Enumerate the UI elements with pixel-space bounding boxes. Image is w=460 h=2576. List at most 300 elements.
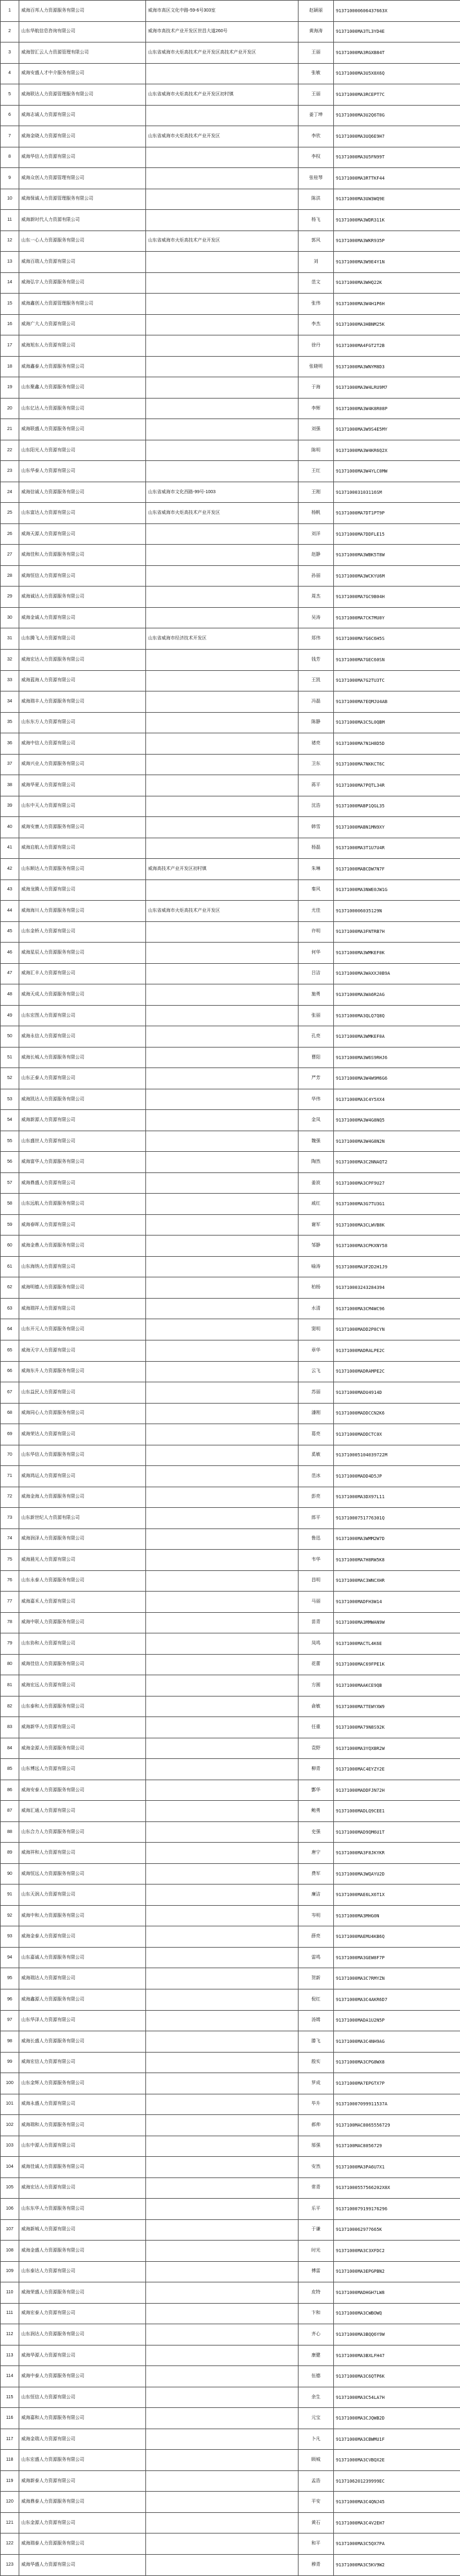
row-number: 52 <box>1 1068 19 1089</box>
company-name: 威海鑫泰人力资源服务有限公司 <box>19 356 146 377</box>
table-row <box>1 775 460 796</box>
table-row <box>1 2282 460 2304</box>
company-address <box>146 1968 299 1989</box>
company-name: 威海荣盛人力资源服务有限公司 <box>19 2282 146 2304</box>
company-address <box>146 607 299 628</box>
legal-representative: 罗成 <box>299 2073 334 2094</box>
credit-code: 91371000MA3NWE0JW1G <box>334 879 460 901</box>
company-name: 威海金源人力资源服务有限公司 <box>19 1738 146 1759</box>
legal-representative: 何华 <box>299 943 334 964</box>
row-number: 6 <box>1 105 19 126</box>
company-name: 威海蓝海人力资源有限公司 <box>19 670 146 691</box>
company-address <box>146 921 299 943</box>
company-name: 山东聚鑫人力资源服务有限公司 <box>19 377 146 399</box>
table-row <box>1 1005 460 1026</box>
credit-code: 9137100MAC8065556729 <box>334 2115 460 2136</box>
legal-representative: 俞敏 <box>299 1696 334 1717</box>
company-name: 山东亿达人力资源服务有限公司 <box>19 398 146 419</box>
legal-representative: 乐平 <box>299 2199 334 2220</box>
company-name: 山东盛世人力资源有限公司 <box>19 1131 146 1152</box>
legal-representative: 马丽 <box>299 1592 334 1613</box>
credit-code: 91371000MAC4EYZY2E <box>334 1759 460 1780</box>
legal-representative: 钱芳 <box>299 649 334 670</box>
legal-representative: 邬强 <box>299 2136 334 2157</box>
company-address <box>146 147 299 168</box>
legal-representative: 姜波 <box>299 1172 334 1194</box>
row-number: 42 <box>1 859 19 880</box>
table-row <box>1 294 460 315</box>
company-name: 山东一心人力资源服务有限公司 <box>19 230 146 252</box>
row-number: 20 <box>1 398 19 419</box>
company-address <box>146 1236 299 1257</box>
legal-representative: 郑伟 <box>299 628 334 650</box>
row-number: 68 <box>1 1403 19 1424</box>
table-row <box>1 1131 460 1152</box>
company-name: 威海金鼎人力资源服务有限公司 <box>19 1236 146 1257</box>
company-name: 山东润达人力资源服务有限公司 <box>19 2324 146 2346</box>
legal-representative: 陈静 <box>299 712 334 733</box>
company-name: 山东东方人力资源有限公司 <box>19 712 146 733</box>
company-address <box>146 377 299 399</box>
company-address <box>146 2282 299 2304</box>
table-row <box>1 1947 460 1968</box>
company-address <box>146 2094 299 2115</box>
legal-representative: 秦风 <box>299 879 334 901</box>
table-row <box>1 901 460 922</box>
credit-code: 91371000MACTL4K6E <box>334 1633 460 1655</box>
row-number: 27 <box>1 545 19 566</box>
table-row <box>1 921 460 943</box>
legal-representative: 黄海涛 <box>299 21 334 42</box>
table-row <box>1 252 460 273</box>
table-row <box>1 1612 460 1633</box>
row-number: 120 <box>1 2492 19 2513</box>
credit-code: 91371000MA7GC9B04H <box>334 587 460 608</box>
credit-code: 91371000MA3BQQ6Y9W <box>334 2324 460 2346</box>
legal-representative: 徐丹 <box>299 335 334 357</box>
row-number: 51 <box>1 1047 19 1068</box>
table-row <box>1 2010 460 2031</box>
row-number: 3 <box>1 42 19 64</box>
company-address <box>146 1905 299 1926</box>
credit-code: 9137106201239999EC <box>334 2470 460 2492</box>
table-row <box>1 1570 460 1592</box>
credit-code: 91371000MA3HBNM25K <box>334 314 460 335</box>
table-row <box>1 2031 460 2053</box>
row-number: 99 <box>1 2052 19 2073</box>
credit-code: 91371000MA3C54LA7H <box>334 2387 460 2408</box>
legal-representative: 范冰 <box>299 1466 334 1487</box>
company-name: 山东益民人力资源有限公司 <box>19 1382 146 1404</box>
legal-representative: 穆青 <box>299 2554 334 2575</box>
legal-representative: 孟浩 <box>299 2470 334 2492</box>
row-number: 83 <box>1 1717 19 1738</box>
company-name: 威海天成人力资源服务有限公司 <box>19 984 146 1006</box>
company-address <box>146 1863 299 1885</box>
row-number: 112 <box>1 2324 19 2346</box>
legal-representative: 任重 <box>299 1717 334 1738</box>
legal-representative: 王丽 <box>299 42 334 64</box>
legal-representative: 赵静 <box>299 545 334 566</box>
row-number: 100 <box>1 2073 19 2094</box>
company-address <box>146 1550 299 1571</box>
credit-code: 91371000MA3W4G8N2N <box>334 1131 460 1152</box>
credit-code: 91371000MA3QLQ7Q8Q <box>334 1005 460 1026</box>
company-name: 威海永信人力资源有限公司 <box>19 1026 146 1048</box>
row-number: 38 <box>1 775 19 796</box>
legal-representative: 苏丽 <box>299 1382 334 1404</box>
company-name: 威海中信人力资源有限公司 <box>19 733 146 755</box>
company-address <box>146 105 299 126</box>
company-address <box>146 2073 299 2094</box>
table-row <box>1 1528 460 1550</box>
row-number: 23 <box>1 461 19 482</box>
legal-representative: 张伟 <box>299 294 334 315</box>
row-number: 60 <box>1 1236 19 1257</box>
table-row <box>1 2094 460 2115</box>
company-name: 威海华盛人力资源有限公司 <box>19 2554 146 2575</box>
row-number: 48 <box>1 984 19 1006</box>
legal-representative: 于谦 <box>299 2219 334 2241</box>
legal-representative: 昌明 <box>299 1570 334 1592</box>
company-name: 威海华源人力资源有限公司 <box>19 2345 146 2366</box>
company-name: 威海鑫创人力资源管理服务有限公司 <box>19 294 146 315</box>
table-row <box>1 2554 460 2575</box>
company-name: 威海安泰人力资源服务有限公司 <box>19 1780 146 1801</box>
company-name: 威海诚达人力资源服务有限公司 <box>19 587 146 608</box>
row-number: 9 <box>1 168 19 189</box>
table-row <box>1 1466 460 1487</box>
credit-code: 91371000MA7G2TU3TC <box>334 670 460 691</box>
company-name: 威海金泰人力资源有限公司 <box>19 1926 146 1948</box>
row-number: 5 <box>1 84 19 106</box>
credit-code: 91371000MA3W4YLC0MW <box>334 461 460 482</box>
legal-representative: 和平 <box>299 2534 334 2555</box>
table-row <box>1 2429 460 2450</box>
credit-code: 91371000MA3CBWMU1F <box>334 2429 460 2450</box>
row-number: 106 <box>1 2199 19 2220</box>
row-number: 89 <box>1 1843 19 1864</box>
row-number: 17 <box>1 335 19 357</box>
company-address <box>146 335 299 357</box>
legal-representative: 王丽 <box>299 84 334 106</box>
company-name: 山东泰和人力资源服务有限公司 <box>19 1696 146 1717</box>
credit-code: 91371000MA3W4W9M6G6 <box>334 1068 460 1089</box>
company-address <box>146 2324 299 2346</box>
company-name: 山东顺达人力资源服务有限公司 <box>19 859 146 880</box>
credit-code: 91371000MA3WA6R2AG <box>334 984 460 1006</box>
credit-code: 91371000MA3G7TU3G1 <box>334 1194 460 1215</box>
table-row <box>1 2387 460 2408</box>
company-address <box>146 2199 299 2220</box>
company-name: 山东博远人力资源有限公司 <box>19 1759 146 1780</box>
credit-code: 91371000MA3WCKYU6M <box>334 565 460 587</box>
company-address <box>146 1487 299 1508</box>
row-number: 28 <box>1 565 19 587</box>
credit-code: 91371000MA3F2D2H1J9 <box>334 1256 460 1277</box>
company-address <box>146 210 299 231</box>
company-name: 山东恒信人力资源有限公司 <box>19 2387 146 2408</box>
company-name: 威海众创人力资源管理有限公司 <box>19 168 146 189</box>
company-name: 山东东华人力资源服务有限公司 <box>19 2199 146 2220</box>
legal-representative: 孔亮 <box>299 1026 334 1048</box>
company-address <box>146 1403 299 1424</box>
legal-representative: 喻涛 <box>299 1256 334 1277</box>
legal-representative: 张敏 <box>299 63 334 84</box>
legal-representative: 韩雪 <box>299 817 334 838</box>
company-name: 威海中联人力资源服务有限公司 <box>19 1612 146 1633</box>
legal-representative: 李杰 <box>299 314 334 335</box>
table-row <box>1 1047 460 1068</box>
company-name: 威海天宇人力资源有限公司 <box>19 1340 146 1362</box>
table-row <box>1 1319 460 1340</box>
company-address <box>146 2261 299 2282</box>
row-number: 40 <box>1 817 19 838</box>
legal-representative: 郭风 <box>299 230 334 252</box>
table-row <box>1 2219 460 2241</box>
table-row <box>1 1 460 22</box>
legal-representative: 王刚 <box>299 482 334 503</box>
row-number: 53 <box>1 1089 19 1110</box>
company-address: 山东省威海市火炬高技术产业开发区高技术产业开发区 <box>146 42 299 64</box>
row-number: 92 <box>1 1905 19 1926</box>
credit-code: 91371000MADRAMPE2C <box>334 1361 460 1382</box>
company-name: 威海晨光人力资源有限公司 <box>19 1550 146 1571</box>
company-address <box>146 440 299 461</box>
company-address <box>146 670 299 691</box>
company-name: 威海润泽人力资源服务有限公司 <box>19 1528 146 1550</box>
row-number: 111 <box>1 2303 19 2324</box>
credit-code: 91371000MA3EPGPBN2 <box>334 2261 460 2282</box>
company-name: 威海信诚人力资源服务有限公司 <box>19 482 146 503</box>
credit-code: 91371000MADDFJN72H <box>334 1780 460 1801</box>
legal-representative: 姜丁坤 <box>299 105 334 126</box>
company-name: 山东阳光人力资源有限公司 <box>19 440 146 461</box>
company-address <box>146 2366 299 2387</box>
company-name: 威海瑞祥人力资源有限公司 <box>19 1298 146 1319</box>
company-name: 山东腾飞人力资源有限公司 <box>19 628 146 650</box>
table-row <box>1 817 460 838</box>
company-address <box>146 565 299 587</box>
row-number: 18 <box>1 356 19 377</box>
company-name: 威海百瑞人力资源有限公司 <box>19 252 146 273</box>
table-row <box>1 796 460 817</box>
row-number: 65 <box>1 1340 19 1362</box>
table-row <box>1 1633 460 1655</box>
legal-representative: 陈明 <box>299 440 334 461</box>
company-address <box>146 1068 299 1089</box>
company-address <box>146 796 299 817</box>
company-name: 山东华信人力资源服务有限公司 <box>19 1445 146 1466</box>
row-number: 41 <box>1 838 19 859</box>
legal-representative: 于海 <box>299 377 334 399</box>
legal-representative: 廉洁 <box>299 1885 334 1906</box>
legal-representative: 岑明 <box>299 1905 334 1926</box>
credit-code: 91371000MA3WHQ22K <box>334 272 460 294</box>
company-name: 威海嘉禾人力资源有限公司 <box>19 1592 146 1613</box>
table-row <box>1 1717 460 1738</box>
table-row <box>1 1843 460 1864</box>
row-number: 98 <box>1 2031 19 2053</box>
legal-representative: 朱琳 <box>299 859 334 880</box>
row-number: 114 <box>1 2366 19 2387</box>
credit-code: 91371000MA3RTTKF44 <box>334 168 460 189</box>
company-address <box>146 1738 299 1759</box>
credit-code: 91371000MA3WKR935P <box>334 230 460 252</box>
credit-code: 91371000MA3C5L0QBM <box>334 712 460 733</box>
table-row <box>1 1738 460 1759</box>
credit-code: 91371000MA3WAXXJ0B9A <box>334 963 460 984</box>
table-row <box>1 649 460 670</box>
credit-code: 91371000MA3MHG0N <box>334 1905 460 1926</box>
credit-code: 91371000MA3DX97L11 <box>334 1487 460 1508</box>
company-address <box>146 545 299 566</box>
legal-representative: 安然 <box>299 2157 334 2178</box>
table-row <box>1 1487 460 1508</box>
row-number: 113 <box>1 2345 19 2366</box>
company-name: 威海海川人力资源服务有限公司 <box>19 901 146 922</box>
legal-representative: 窦明 <box>299 1319 334 1340</box>
legal-representative: 史强 <box>299 1821 334 1843</box>
table-row <box>1 1863 460 1885</box>
company-address <box>146 461 299 482</box>
credit-code: 91371000MA3CJQWB2D <box>334 2408 460 2429</box>
row-number: 87 <box>1 1801 19 1822</box>
company-address <box>146 1926 299 1948</box>
company-name: 山东合力人力资源服务有限公司 <box>19 1821 146 1843</box>
row-number: 71 <box>1 1466 19 1487</box>
company-address <box>146 2241 299 2262</box>
table-row <box>1 1780 460 1801</box>
table-row <box>1 440 460 461</box>
legal-representative: 张丽 <box>299 1005 334 1026</box>
row-number: 122 <box>1 2534 19 2555</box>
credit-code: 91371000MA3C4V2EH7 <box>334 2512 460 2534</box>
row-number: 25 <box>1 503 19 524</box>
legal-representative: 葛亮 <box>299 1424 334 1445</box>
company-address <box>146 1298 299 1319</box>
company-name: 威海金晓人力资源有限公司 <box>19 126 146 147</box>
credit-code: 91371000MA3C5KV9W2 <box>334 2554 460 2575</box>
company-address <box>146 1445 299 1466</box>
row-number: 121 <box>1 2512 19 2534</box>
row-number: 110 <box>1 2282 19 2304</box>
legal-representative: 严芳 <box>299 1068 334 1089</box>
row-number: 58 <box>1 1194 19 1215</box>
credit-code: 91371000MA3MMWAN9W <box>334 1612 460 1633</box>
company-name: 威海智汇云人力资源管理有限公司 <box>19 42 146 64</box>
legal-representative: 傅雷 <box>299 2261 334 2282</box>
table-row <box>1 419 460 440</box>
row-number: 8 <box>1 147 19 168</box>
legal-representative: 冯磊 <box>299 691 334 713</box>
credit-code: 9137100062977665K <box>334 2219 460 2241</box>
company-address <box>146 2387 299 2408</box>
row-number: 56 <box>1 1152 19 1173</box>
legal-representative: 酆华 <box>299 1780 334 1801</box>
company-address <box>146 943 299 964</box>
company-address <box>146 1277 299 1299</box>
credit-code: 91371000MA3W4LRU9M7 <box>334 377 460 399</box>
company-name: 威海荣达人力资源有限公司 <box>19 1424 146 1445</box>
row-number: 66 <box>1 1361 19 1382</box>
company-name: 威海中和人力资源服务有限公司 <box>19 1905 146 1926</box>
credit-code: 91371000MAD9QM6U1T <box>334 1821 460 1843</box>
company-address: 山东省威海市经济技术开发区 <box>146 628 299 650</box>
row-number: 79 <box>1 1633 19 1655</box>
company-name: 威海长盛人力资源服务有限公司 <box>19 2031 146 2053</box>
credit-code: 91371000557566202X8X <box>334 2177 460 2199</box>
table-row <box>1 691 460 713</box>
credit-code: 91371000MADA1U2N5P <box>334 2010 460 2031</box>
table-row <box>1 1110 460 1131</box>
table-row <box>1 2470 460 2492</box>
credit-code: 91371000MA3U5X8X6Q <box>334 63 460 84</box>
company-name: 威海恒信人力资源有限公司 <box>19 565 146 587</box>
legal-representative: 褚亮 <box>299 733 334 755</box>
table-row <box>1 2136 460 2157</box>
company-address <box>146 1675 299 1697</box>
row-number: 22 <box>1 440 19 461</box>
credit-code: 91371000MA3RCEPT7C <box>334 84 460 106</box>
row-number: 72 <box>1 1487 19 1508</box>
row-number: 95 <box>1 1968 19 1989</box>
table-row <box>1 1675 460 1697</box>
company-address <box>146 294 299 315</box>
table-row <box>1 2324 460 2346</box>
company-address <box>146 1466 299 1487</box>
credit-code: 91371000MA3W4H1P6H <box>334 294 460 315</box>
company-address <box>146 649 299 670</box>
company-address <box>146 2429 299 2450</box>
row-number: 14 <box>1 272 19 294</box>
legal-representative: 魏强 <box>299 1131 334 1152</box>
legal-representative: 鲁迅 <box>299 1528 334 1550</box>
company-address <box>146 1256 299 1277</box>
credit-code: 913710000606437663X <box>334 1 460 22</box>
row-number: 104 <box>1 2157 19 2178</box>
company-address <box>146 1592 299 1613</box>
credit-code: 91371000MA3F8JKYKR <box>334 1843 460 1864</box>
company-name: 威海金诚人力资源有限公司 <box>19 607 146 628</box>
company-address <box>146 2534 299 2555</box>
company-name: 威海永盛人力资源有限公司 <box>19 2094 146 2115</box>
company-name: 威海天源人力资源有限公司 <box>19 523 146 545</box>
legal-representative: 苗青 <box>299 1612 334 1633</box>
row-number: 117 <box>1 2429 19 2450</box>
company-name: 山东嘉诚人力资源服务有限公司 <box>19 1947 146 1968</box>
company-address <box>146 2115 299 2136</box>
credit-code: 91371000MADLQ9CEE1 <box>334 1801 460 1822</box>
table-row <box>1 523 460 545</box>
row-number: 16 <box>1 314 19 335</box>
table-row <box>1 859 460 880</box>
table-row <box>1 2052 460 2073</box>
table-row <box>1 2366 460 2387</box>
credit-code: 9137100006035129N <box>334 901 460 922</box>
company-name: 威海瑞和人力资源服务有限公司 <box>19 2115 146 2136</box>
row-number: 108 <box>1 2241 19 2262</box>
table-row <box>1 1926 460 1948</box>
legal-representative: 张桂琴 <box>299 168 334 189</box>
credit-code: 91371000MA3C4NH9AG <box>334 2031 460 2053</box>
company-address: 山东省威海市文化西路-99号-1003 <box>146 482 299 503</box>
legal-representative: 刘 <box>299 252 334 273</box>
credit-code: 91371000MA3WNYM8D3 <box>334 356 460 377</box>
credit-code: 91371000MA3CPKXNY58 <box>334 1236 460 1257</box>
legal-representative: 许明 <box>299 921 334 943</box>
table-row <box>1 1424 460 1445</box>
